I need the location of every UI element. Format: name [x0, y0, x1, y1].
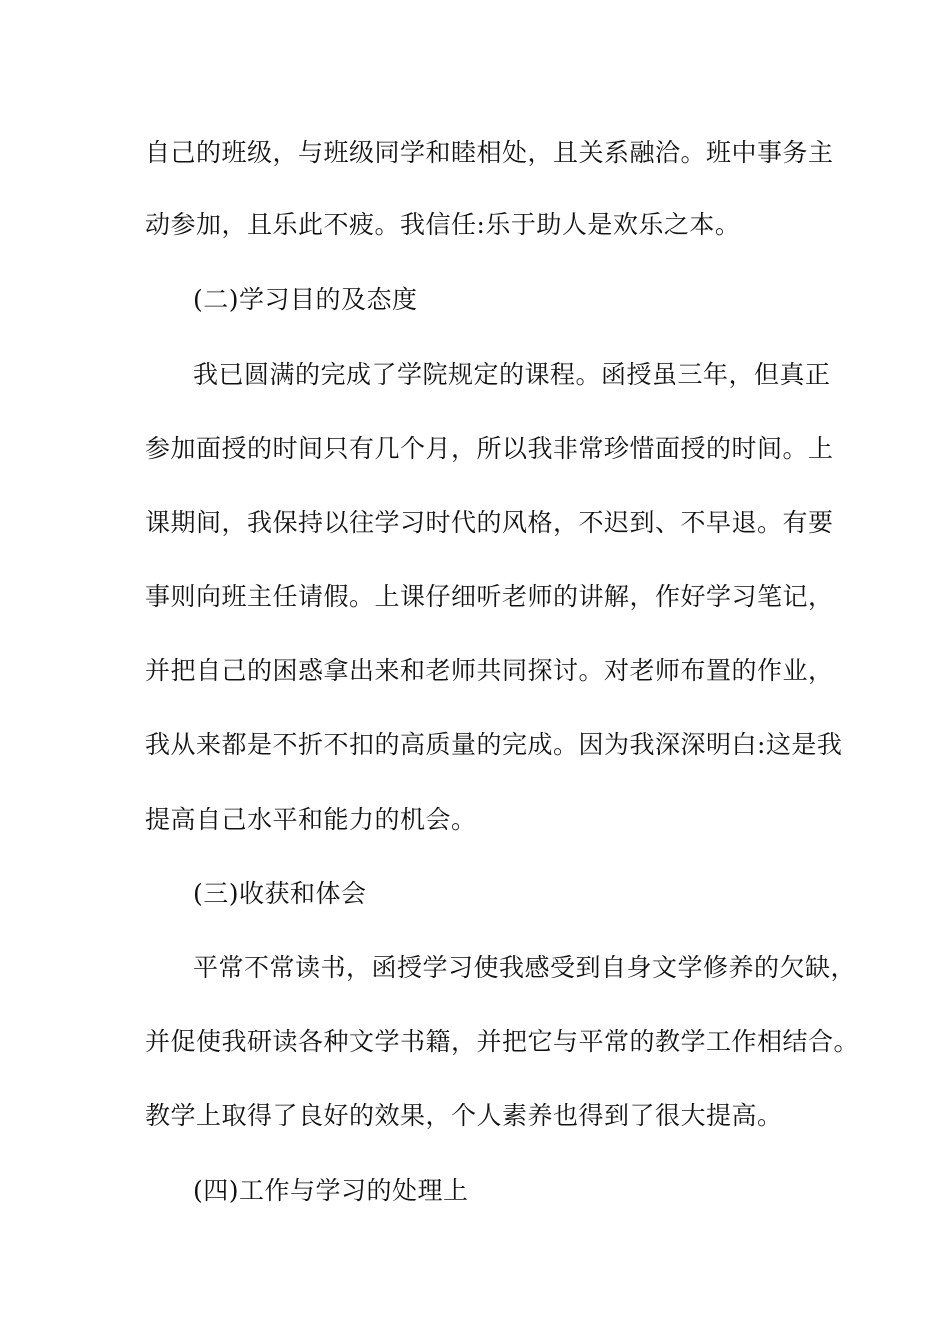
paragraph-first-line: 平常不常读书，函授学习使我感受到自身文学修养的欠缺， [193, 953, 857, 982]
text-line: 我从来都是不折不扣的高质量的完成。因为我深深明白:这是我 [145, 730, 843, 759]
text-line: 提高自己水平和能力的机会。 [145, 805, 477, 834]
text-line: 并促使我研读各种文学书籍，并把它与平常的教学工作相结合。 [145, 1027, 860, 1056]
section-heading: (四)工作与学习的处理上 [193, 1176, 469, 1205]
text-line: 教学上取得了良好的效果，个人素养也得到了很大提高。 [145, 1101, 783, 1130]
section-heading: (二)学习目的及态度 [193, 285, 418, 314]
text-line: 事则向班主任请假。上课仔细听老师的讲解，作好学习笔记， [145, 582, 834, 611]
text-line: 课期间，我保持以往学习时代的风格，不迟到、不早退。有要 [145, 508, 834, 537]
text-line: 参加面授的时间只有几个月，所以我非常珍惜面授的时间。上 [145, 434, 834, 463]
section-heading: (三)收获和体会 [193, 879, 367, 908]
paragraph-first-line: 我已圆满的完成了学院规定的课程。函授虽三年，但真正 [193, 360, 831, 389]
text-line: 并把自己的困惑拿出来和老师共同探讨。对老师布置的作业， [145, 656, 834, 685]
text-line: 自己的班级，与班级同学和睦相处，且关系融洽。班中事务主 [145, 138, 834, 167]
text-line: 动参加，且乐此不疲。我信任:乐于助人是欢乐之本。 [145, 210, 741, 239]
